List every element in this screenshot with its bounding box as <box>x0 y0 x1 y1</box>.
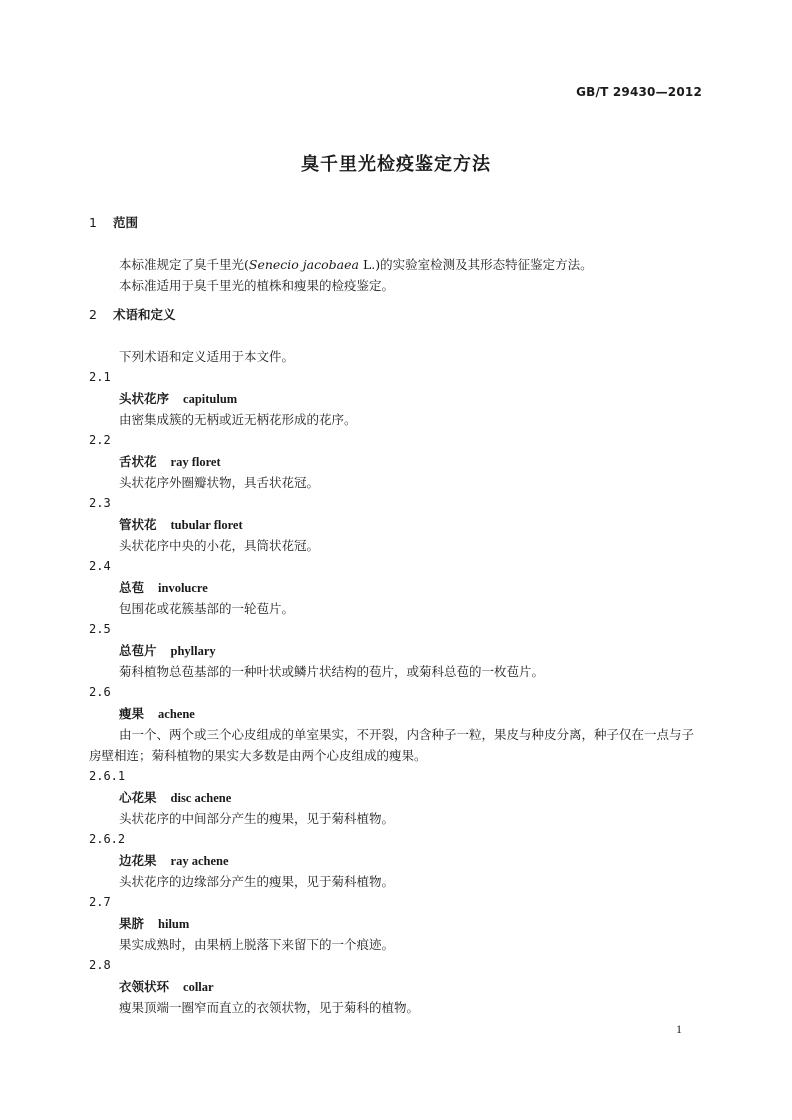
document-body <box>89 214 704 1018</box>
text-run: L.)的实验室检测及其形态特征鉴定方法。 <box>358 257 593 272</box>
term-entry <box>89 955 704 1018</box>
term-en: ray floret <box>170 455 221 469</box>
term-entry <box>89 430 704 493</box>
clause-number: 2.6 <box>89 685 111 699</box>
section-title: 范围 <box>113 215 139 230</box>
term-entry <box>89 829 704 892</box>
term-title <box>89 913 704 934</box>
term-title <box>89 787 704 808</box>
term-definition: 头状花序的边缘部分产生的瘦果，见于菊科植物。 <box>119 874 395 889</box>
term-en: capitulum <box>183 392 238 406</box>
section-number: 1 <box>89 215 97 230</box>
term-title <box>89 640 704 661</box>
term-title <box>89 451 704 472</box>
term-zh: 瘦果 <box>119 706 145 721</box>
term-definition: 头状花序外圈瓣状物，具舌状花冠。 <box>119 475 320 490</box>
term-title <box>89 850 704 871</box>
standard-code: GB/T 29430—2012 <box>576 85 702 99</box>
term-en: involucre <box>158 581 208 595</box>
term-definition: 头状花序的中间部分产生的瘦果，见于菊科植物。 <box>119 811 395 826</box>
section-title: 术语和定义 <box>113 307 176 322</box>
term-zh: 果脐 <box>119 916 145 931</box>
term-entry <box>89 682 704 766</box>
scope-paragraph-2: 本标准适用于臭千里光的植株和瘦果的检疫鉴定。 <box>119 278 395 293</box>
clause-number: 2.3 <box>89 496 111 510</box>
scientific-name: Senecio jacobaea <box>248 257 359 272</box>
term-definition: 瘦果顶端一圈窄而直立的衣领状物，见于菊科的植物。 <box>119 1000 420 1015</box>
term-entry <box>89 892 704 955</box>
term-definition: 头状花序中央的小花，具筒状花冠。 <box>119 538 320 553</box>
clause-number: 2.6.1 <box>89 769 126 783</box>
clause-number: 2.4 <box>89 559 111 573</box>
term-zh: 舌状花 <box>119 454 157 469</box>
term-en: hilum <box>158 917 190 931</box>
section-heading-scope <box>89 214 704 232</box>
term-zh: 头状花序 <box>119 391 170 406</box>
term-zh: 衣领状环 <box>119 979 170 994</box>
clause-number: 2.2 <box>89 433 111 447</box>
term-en: collar <box>183 980 214 994</box>
term-title <box>89 388 704 409</box>
term-zh: 边花果 <box>119 853 157 868</box>
page-number: 1 <box>676 1022 682 1036</box>
term-en: tubular floret <box>170 518 243 532</box>
term-zh: 管状花 <box>119 517 157 532</box>
term-zh: 总苞 <box>119 580 145 595</box>
term-en: ray achene <box>170 854 229 868</box>
term-entry <box>89 766 704 829</box>
term-title <box>89 514 704 535</box>
term-entry <box>89 493 704 556</box>
section-number: 2 <box>89 307 97 322</box>
clause-number: 2.5 <box>89 622 111 636</box>
term-entry <box>89 556 704 619</box>
term-definition: 由密集成簇的无柄或近无柄花形成的花序。 <box>119 412 357 427</box>
term-entry <box>89 619 704 682</box>
term-definition: 果实成熟时，由果柄上脱落下来留下的一个痕迹。 <box>119 937 395 952</box>
term-definition: 菊科植物总苞基部的一种叶状或鳞片状结构的苞片，或菊科总苞的一枚苞片。 <box>119 664 545 679</box>
document-title: 臭千里光检疫鉴定方法 <box>301 154 491 175</box>
clause-number: 2.1 <box>89 370 111 384</box>
term-title <box>89 577 704 598</box>
clause-number: 2.6.2 <box>89 832 126 846</box>
term-title <box>89 976 704 997</box>
term-en: disc achene <box>170 791 232 805</box>
clause-number: 2.7 <box>89 895 111 909</box>
term-entry <box>89 367 704 430</box>
terms-intro: 下列术语和定义适用于本文件。 <box>119 349 295 364</box>
term-en: phyllary <box>170 644 216 658</box>
term-title <box>89 703 704 724</box>
section-heading-terms <box>89 306 704 324</box>
term-zh: 心花果 <box>119 790 157 805</box>
term-zh: 总苞片 <box>119 643 157 658</box>
clause-number: 2.8 <box>89 958 111 972</box>
term-definition: 包围花或花簇基部的一轮苞片。 <box>119 601 295 616</box>
term-en: achene <box>158 707 195 721</box>
text-run: 本标准规定了臭千里光( <box>119 257 249 272</box>
term-definition: 由一个、两个或三个心皮组成的单室果实，不开裂，内含种子一粒，果皮与种皮分离，种子仅在一点与子房壁相连；菊科植物的果实大多数是由两个心皮组成的瘦果。 <box>89 727 695 763</box>
scope-paragraph-1 <box>89 254 704 275</box>
